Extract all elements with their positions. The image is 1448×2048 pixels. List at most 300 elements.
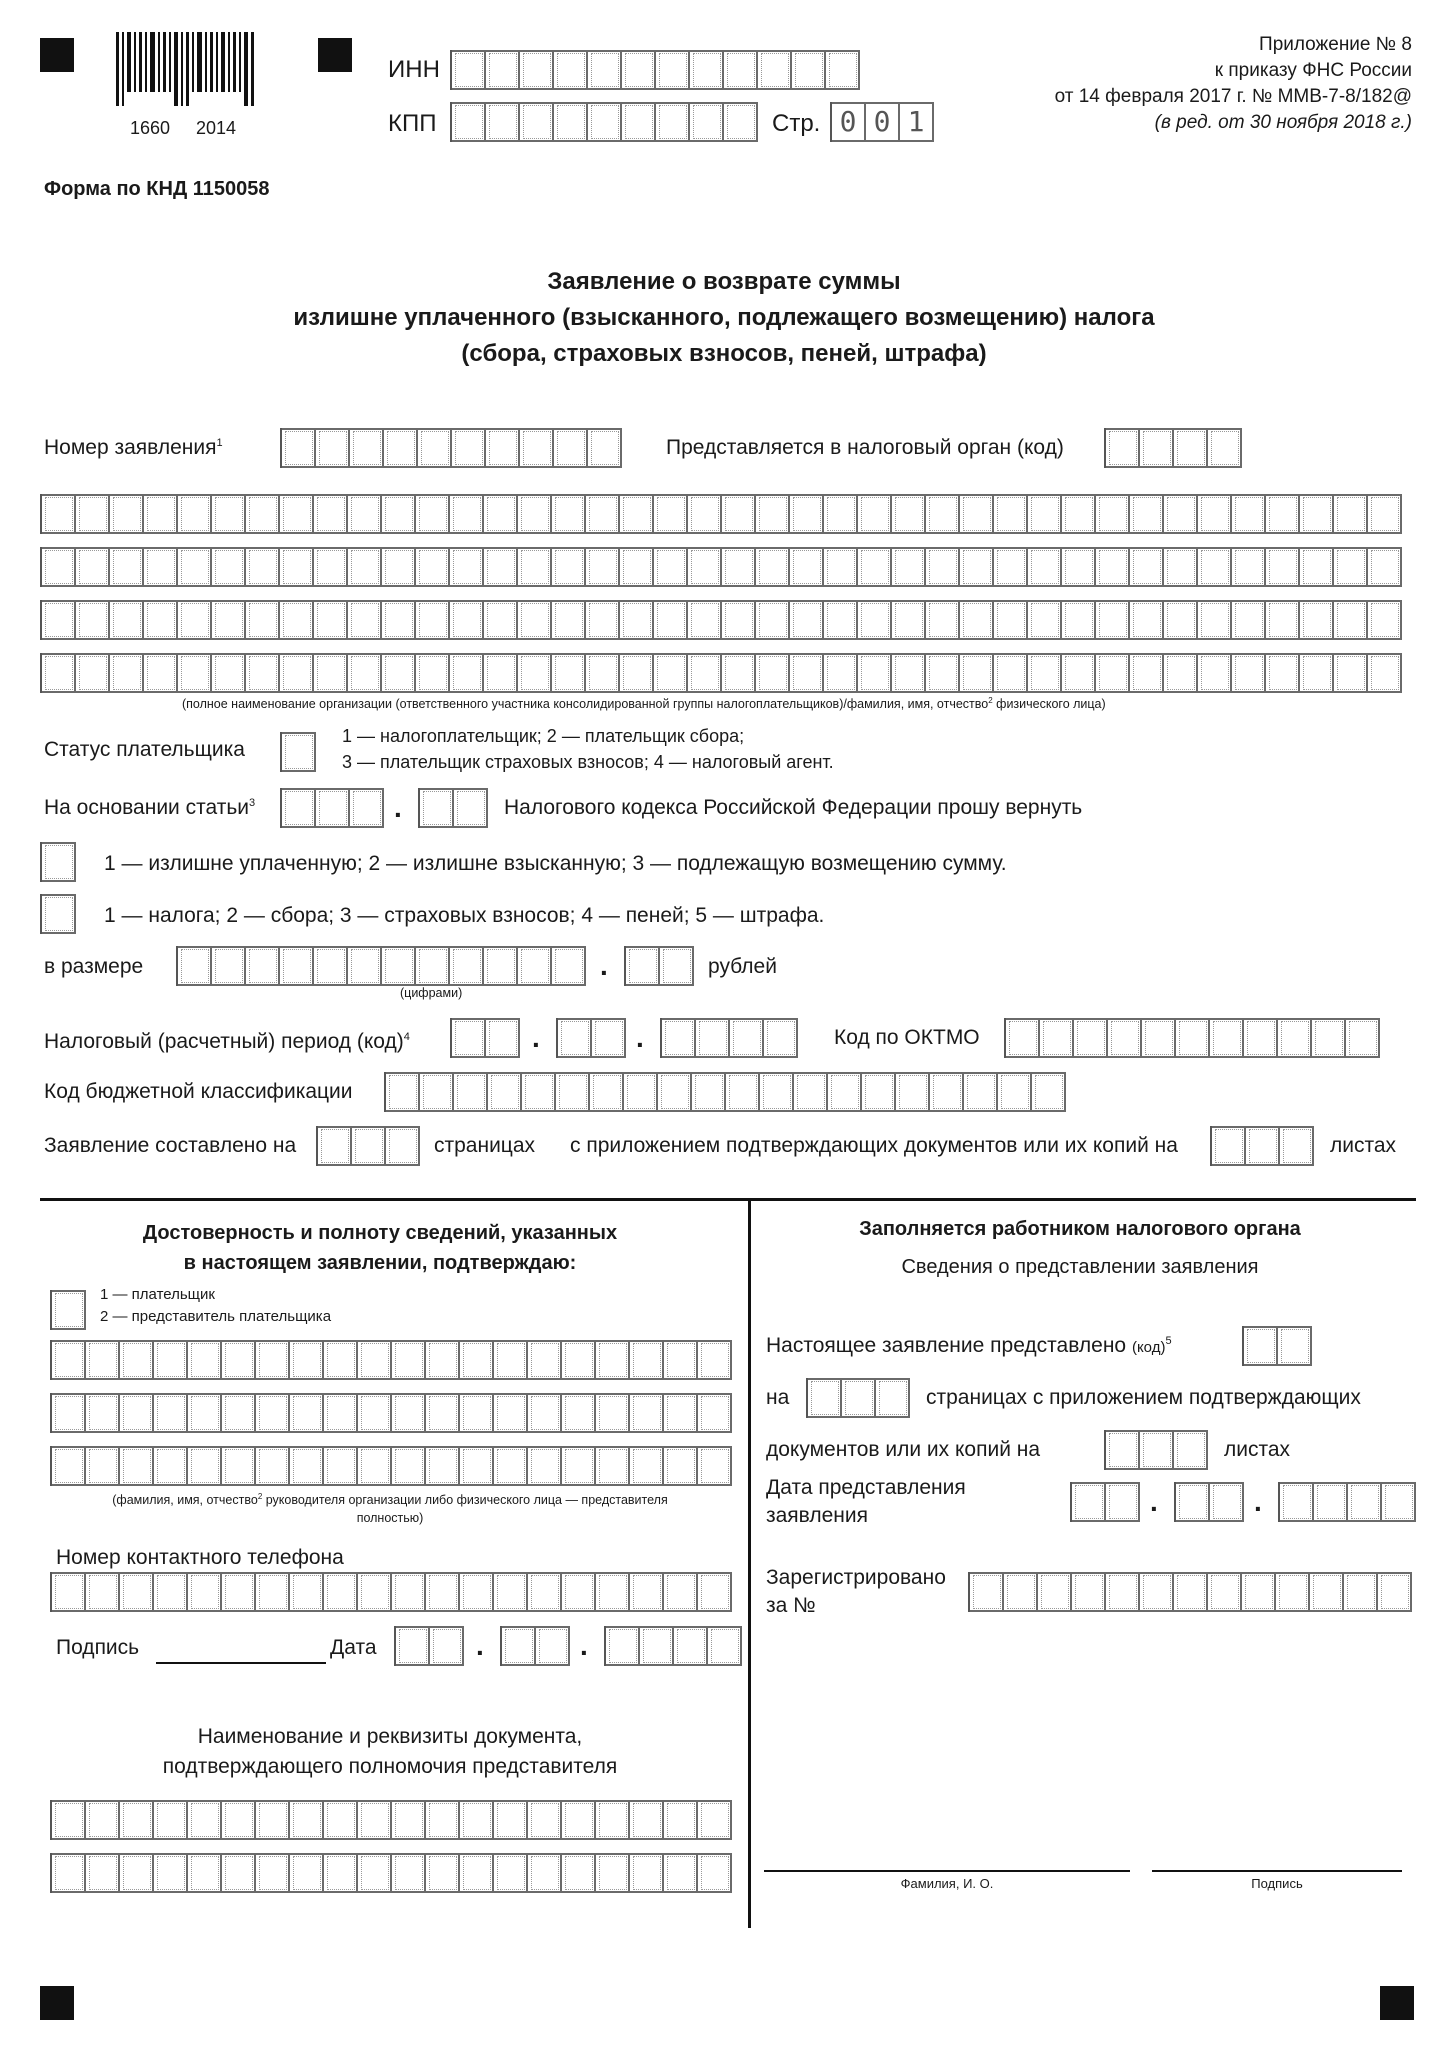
input-cell[interactable] [656, 50, 690, 90]
input-cell[interactable] [280, 547, 314, 587]
input-cell[interactable] [528, 1572, 562, 1612]
input-cell[interactable] [52, 1853, 86, 1893]
input-cell[interactable] [1062, 547, 1096, 587]
input-cell[interactable] [86, 1572, 120, 1612]
input-cell[interactable] [518, 600, 552, 640]
input-cell[interactable] [554, 428, 588, 468]
input-cell[interactable] [52, 1340, 86, 1380]
input-cell[interactable] [486, 428, 520, 468]
input-cell[interactable] [452, 50, 486, 90]
full-name-row-4[interactable] [40, 653, 1402, 693]
input-cell[interactable] [420, 788, 454, 828]
tax-period-part2[interactable] [556, 1018, 626, 1058]
input-cell[interactable] [1300, 547, 1334, 587]
input-cell[interactable] [1368, 547, 1402, 587]
input-cell[interactable] [624, 1072, 658, 1112]
input-cell[interactable] [620, 494, 654, 534]
input-cell[interactable] [494, 1340, 528, 1380]
input-cell[interactable] [586, 653, 620, 693]
submission-date-year[interactable] [1278, 1482, 1416, 1522]
input-cell[interactable] [562, 1393, 596, 1433]
input-cell[interactable] [960, 494, 994, 534]
input-cell[interactable] [1028, 494, 1062, 534]
input-cell[interactable] [426, 1446, 460, 1486]
input-cell[interactable] [626, 946, 660, 986]
input-cell[interactable] [630, 1340, 664, 1380]
input-cell[interactable] [188, 1393, 222, 1433]
input-cell[interactable] [110, 653, 144, 693]
return-type-input[interactable] [40, 842, 76, 882]
signature-line[interactable] [156, 1662, 326, 1664]
officer-name-line[interactable] [764, 1870, 1130, 1872]
input-cell[interactable] [1210, 1482, 1244, 1522]
input-cell[interactable] [178, 547, 212, 587]
input-cell[interactable] [256, 1340, 290, 1380]
input-cell[interactable] [386, 1072, 420, 1112]
input-cell[interactable] [382, 946, 416, 986]
input-cell[interactable] [494, 1446, 528, 1486]
input-cell[interactable] [622, 50, 656, 90]
input-cell[interactable] [52, 1446, 86, 1486]
input-cell[interactable] [222, 1393, 256, 1433]
input-cell[interactable] [794, 1072, 828, 1112]
input-cell[interactable] [188, 1340, 222, 1380]
input-cell[interactable] [450, 547, 484, 587]
input-cell[interactable] [1310, 1572, 1344, 1612]
input-cell[interactable] [418, 428, 452, 468]
input-cell[interactable] [154, 1446, 188, 1486]
input-cell[interactable] [426, 1572, 460, 1612]
input-cell[interactable] [1006, 1018, 1040, 1058]
input-cell[interactable] [862, 1072, 896, 1112]
input-cell[interactable] [280, 494, 314, 534]
input-cell[interactable] [1040, 1018, 1074, 1058]
input-cell[interactable] [290, 1393, 324, 1433]
article-point-input[interactable] [418, 788, 488, 828]
officer-pages-input[interactable] [806, 1378, 910, 1418]
input-cell[interactable] [120, 1853, 154, 1893]
input-cell[interactable] [1032, 1072, 1066, 1112]
input-cell[interactable] [324, 1853, 358, 1893]
input-cell[interactable] [688, 600, 722, 640]
input-cell[interactable] [348, 946, 382, 986]
signer-name-row-3[interactable] [50, 1446, 732, 1486]
input-cell[interactable] [520, 102, 554, 142]
input-cell[interactable] [756, 547, 790, 587]
submitted-code-input[interactable] [1242, 1326, 1312, 1366]
input-cell[interactable] [1378, 1572, 1412, 1612]
input-cell[interactable] [1142, 1018, 1176, 1058]
input-cell[interactable] [290, 1853, 324, 1893]
input-cell[interactable] [858, 653, 892, 693]
input-cell[interactable] [350, 428, 384, 468]
input-cell[interactable] [554, 102, 588, 142]
input-cell[interactable] [698, 1572, 732, 1612]
input-cell[interactable] [726, 1072, 760, 1112]
input-cell[interactable] [392, 1446, 426, 1486]
input-cell[interactable] [282, 428, 316, 468]
input-cell[interactable] [430, 1626, 464, 1666]
input-cell[interactable] [1232, 547, 1266, 587]
input-cell[interactable] [144, 600, 178, 640]
input-cell[interactable] [222, 1446, 256, 1486]
input-cell[interactable] [348, 653, 382, 693]
input-cell[interactable] [154, 1800, 188, 1840]
input-cell[interactable] [316, 428, 350, 468]
input-cell[interactable] [1278, 1326, 1312, 1366]
input-cell[interactable] [1198, 547, 1232, 587]
input-cell[interactable] [494, 1572, 528, 1612]
input-cell[interactable] [1072, 1572, 1106, 1612]
input-cell[interactable] [722, 653, 756, 693]
input-cell[interactable] [1232, 653, 1266, 693]
input-cell[interactable] [1074, 1018, 1108, 1058]
input-cell[interactable] [1140, 428, 1174, 468]
input-cell[interactable] [558, 1018, 592, 1058]
input-cell[interactable] [52, 1393, 86, 1433]
input-cell[interactable] [724, 50, 758, 90]
input-cell[interactable] [246, 946, 280, 986]
input-cell[interactable] [960, 600, 994, 640]
input-cell[interactable] [426, 1340, 460, 1380]
input-cell[interactable] [144, 494, 178, 534]
input-cell[interactable] [588, 50, 622, 90]
input-cell[interactable] [358, 1572, 392, 1612]
input-cell[interactable] [382, 600, 416, 640]
input-cell[interactable] [212, 547, 246, 587]
input-cell[interactable] [1246, 1126, 1280, 1166]
input-cell[interactable] [656, 102, 690, 142]
input-cell[interactable] [256, 1446, 290, 1486]
input-cell[interactable] [484, 946, 518, 986]
input-cell[interactable] [660, 946, 694, 986]
input-cell[interactable] [120, 1393, 154, 1433]
input-cell[interactable] [828, 1072, 862, 1112]
input-cell[interactable] [350, 788, 384, 828]
date-day-input[interactable] [394, 1626, 464, 1666]
input-cell[interactable] [42, 894, 76, 934]
input-cell[interactable] [708, 1626, 742, 1666]
input-cell[interactable] [1368, 600, 1402, 640]
input-cell[interactable] [358, 1853, 392, 1893]
input-cell[interactable] [110, 600, 144, 640]
input-cell[interactable] [1106, 1482, 1140, 1522]
input-cell[interactable] [486, 50, 520, 90]
input-cell[interactable] [460, 1853, 494, 1893]
input-cell[interactable] [528, 1800, 562, 1840]
input-cell[interactable] [926, 653, 960, 693]
input-cell[interactable] [630, 1800, 664, 1840]
input-cell[interactable] [1232, 600, 1266, 640]
input-cell[interactable] [964, 1072, 998, 1112]
input-cell[interactable] [120, 1340, 154, 1380]
input-cell[interactable] [994, 547, 1028, 587]
input-cell[interactable] [1266, 494, 1300, 534]
input-cell[interactable] [586, 547, 620, 587]
input-cell[interactable] [790, 547, 824, 587]
payment-type-input[interactable] [40, 894, 76, 934]
signer-name-row-2[interactable] [50, 1393, 732, 1433]
officer-sheets-input[interactable] [1104, 1430, 1208, 1470]
input-cell[interactable] [588, 102, 622, 142]
input-cell[interactable] [892, 600, 926, 640]
input-cell[interactable] [76, 600, 110, 640]
input-cell[interactable] [454, 1072, 488, 1112]
input-cell[interactable] [1038, 1572, 1072, 1612]
input-cell[interactable] [1242, 1572, 1276, 1612]
input-cell[interactable] [1198, 494, 1232, 534]
input-cell[interactable] [622, 102, 656, 142]
input-cell[interactable] [460, 1393, 494, 1433]
input-cell[interactable] [654, 494, 688, 534]
input-cell[interactable] [698, 1393, 732, 1433]
input-cell[interactable] [1028, 653, 1062, 693]
input-cell[interactable] [688, 494, 722, 534]
input-cell[interactable] [460, 1800, 494, 1840]
input-cell[interactable] [188, 1572, 222, 1612]
oktmo-input[interactable] [1004, 1018, 1380, 1058]
tax-period-part1[interactable] [450, 1018, 520, 1058]
input-cell[interactable] [290, 1800, 324, 1840]
input-cell[interactable] [416, 653, 450, 693]
input-cell[interactable] [606, 1626, 640, 1666]
input-cell[interactable] [76, 653, 110, 693]
input-cell[interactable] [1004, 1572, 1038, 1612]
input-cell[interactable] [460, 1340, 494, 1380]
input-cell[interactable] [556, 1072, 590, 1112]
input-cell[interactable] [494, 1853, 528, 1893]
input-cell[interactable] [222, 1340, 256, 1380]
input-cell[interactable] [416, 547, 450, 587]
input-cell[interactable] [1198, 653, 1232, 693]
input-cell[interactable] [654, 547, 688, 587]
submission-date-month[interactable] [1174, 1482, 1244, 1522]
input-cell[interactable] [654, 600, 688, 640]
input-cell[interactable] [110, 547, 144, 587]
input-cell[interactable] [528, 1393, 562, 1433]
input-cell[interactable] [654, 653, 688, 693]
input-cell[interactable] [876, 1378, 910, 1418]
input-cell[interactable] [494, 1393, 528, 1433]
input-cell[interactable] [692, 1072, 726, 1112]
input-cell[interactable] [484, 600, 518, 640]
payer-status-input[interactable] [280, 732, 316, 772]
input-cell[interactable] [1208, 1572, 1242, 1612]
input-cell[interactable] [1164, 653, 1198, 693]
input-cell[interactable] [596, 1446, 630, 1486]
input-cell[interactable] [1212, 1126, 1246, 1166]
amount-kopecks-input[interactable] [624, 946, 694, 986]
input-cell[interactable] [314, 600, 348, 640]
input-cell[interactable] [396, 1626, 430, 1666]
input-cell[interactable] [486, 1018, 520, 1058]
input-cell[interactable] [282, 788, 316, 828]
input-cell[interactable] [484, 494, 518, 534]
input-cell[interactable] [858, 600, 892, 640]
input-cell[interactable] [484, 653, 518, 693]
input-cell[interactable] [756, 494, 790, 534]
input-cell[interactable] [1368, 494, 1402, 534]
input-cell[interactable] [586, 494, 620, 534]
input-cell[interactable] [222, 1800, 256, 1840]
input-cell[interactable] [520, 428, 554, 468]
input-cell[interactable] [1176, 1482, 1210, 1522]
input-cell[interactable] [698, 1853, 732, 1893]
input-cell[interactable] [620, 653, 654, 693]
inn-input[interactable] [450, 50, 860, 90]
input-cell[interactable] [1140, 1572, 1174, 1612]
input-cell[interactable] [256, 1853, 290, 1893]
input-cell[interactable] [450, 600, 484, 640]
input-cell[interactable] [52, 1290, 86, 1330]
input-cell[interactable] [1266, 547, 1300, 587]
input-cell[interactable] [528, 1446, 562, 1486]
input-cell[interactable] [522, 1072, 556, 1112]
input-cell[interactable] [562, 1800, 596, 1840]
input-cell[interactable] [1334, 494, 1368, 534]
input-cell[interactable] [486, 102, 520, 142]
input-cell[interactable] [314, 946, 348, 986]
input-cell[interactable] [452, 1018, 486, 1058]
input-cell[interactable] [1164, 547, 1198, 587]
input-cell[interactable] [120, 1446, 154, 1486]
full-name-row-3[interactable] [40, 600, 1402, 640]
input-cell[interactable] [392, 1572, 426, 1612]
input-cell[interactable] [892, 547, 926, 587]
input-cell[interactable] [1300, 494, 1334, 534]
input-cell[interactable] [426, 1853, 460, 1893]
input-cell[interactable] [324, 1800, 358, 1840]
input-cell[interactable] [722, 547, 756, 587]
input-cell[interactable] [1312, 1018, 1346, 1058]
input-cell[interactable] [1368, 653, 1402, 693]
doc-row-1[interactable] [50, 1800, 732, 1840]
input-cell[interactable] [1096, 547, 1130, 587]
input-cell[interactable] [120, 1800, 154, 1840]
input-cell[interactable] [824, 547, 858, 587]
input-cell[interactable] [808, 1378, 842, 1418]
input-cell[interactable] [630, 1393, 664, 1433]
input-cell[interactable] [960, 547, 994, 587]
input-cell[interactable] [460, 1572, 494, 1612]
input-cell[interactable] [86, 1340, 120, 1380]
input-cell[interactable] [1334, 547, 1368, 587]
input-cell[interactable] [212, 653, 246, 693]
amount-input[interactable] [176, 946, 586, 986]
input-cell[interactable] [484, 547, 518, 587]
input-cell[interactable] [664, 1393, 698, 1433]
phone-input[interactable] [50, 1572, 732, 1612]
input-cell[interactable] [426, 1800, 460, 1840]
input-cell[interactable] [896, 1072, 930, 1112]
input-cell[interactable] [998, 1072, 1032, 1112]
input-cell[interactable] [1174, 1572, 1208, 1612]
input-cell[interactable] [86, 1800, 120, 1840]
input-cell[interactable] [246, 600, 280, 640]
input-cell[interactable] [144, 547, 178, 587]
input-cell[interactable] [420, 1072, 454, 1112]
input-cell[interactable] [1062, 494, 1096, 534]
input-cell[interactable] [552, 547, 586, 587]
input-cell[interactable] [324, 1446, 358, 1486]
input-cell[interactable] [324, 1393, 358, 1433]
input-cell[interactable] [450, 946, 484, 986]
input-cell[interactable] [1210, 1018, 1244, 1058]
input-cell[interactable] [1140, 1430, 1174, 1470]
input-cell[interactable] [536, 1626, 570, 1666]
input-cell[interactable] [1348, 1482, 1382, 1522]
date-month-input[interactable] [500, 1626, 570, 1666]
input-cell[interactable] [154, 1340, 188, 1380]
input-cell[interactable] [280, 653, 314, 693]
input-cell[interactable] [1130, 653, 1164, 693]
input-cell[interactable] [690, 102, 724, 142]
input-cell[interactable] [1028, 600, 1062, 640]
input-cell[interactable] [1382, 1482, 1416, 1522]
input-cell[interactable] [824, 600, 858, 640]
input-cell[interactable] [552, 494, 586, 534]
input-cell[interactable] [382, 494, 416, 534]
input-cell[interactable] [154, 1853, 188, 1893]
input-cell[interactable] [280, 600, 314, 640]
input-cell[interactable] [290, 1340, 324, 1380]
input-cell[interactable] [1096, 653, 1130, 693]
input-cell[interactable] [384, 428, 418, 468]
input-cell[interactable] [324, 1572, 358, 1612]
input-cell[interactable] [630, 1853, 664, 1893]
input-cell[interactable] [386, 1126, 420, 1166]
input-cell[interactable] [1062, 600, 1096, 640]
input-cell[interactable] [488, 1072, 522, 1112]
input-cell[interactable] [154, 1393, 188, 1433]
pages-input[interactable] [316, 1126, 420, 1166]
input-cell[interactable] [222, 1572, 256, 1612]
input-cell[interactable] [358, 1800, 392, 1840]
input-cell[interactable] [698, 1800, 732, 1840]
input-cell[interactable] [1106, 1430, 1140, 1470]
input-cell[interactable] [452, 428, 486, 468]
input-cell[interactable] [290, 1572, 324, 1612]
input-cell[interactable] [1130, 494, 1164, 534]
input-cell[interactable] [348, 494, 382, 534]
input-cell[interactable] [1208, 428, 1242, 468]
input-cell[interactable] [1334, 600, 1368, 640]
submission-date-day[interactable] [1070, 1482, 1140, 1522]
input-cell[interactable] [1164, 600, 1198, 640]
input-cell[interactable] [1174, 428, 1208, 468]
input-cell[interactable] [426, 1393, 460, 1433]
input-cell[interactable] [416, 600, 450, 640]
input-cell[interactable] [518, 653, 552, 693]
full-name-row-1[interactable] [40, 494, 1402, 534]
input-cell[interactable] [596, 1800, 630, 1840]
input-cell[interactable] [664, 1446, 698, 1486]
input-cell[interactable] [256, 1393, 290, 1433]
input-cell[interactable] [792, 50, 826, 90]
input-cell[interactable] [658, 1072, 692, 1112]
input-cell[interactable] [1346, 1018, 1380, 1058]
input-cell[interactable] [926, 494, 960, 534]
input-cell[interactable] [450, 494, 484, 534]
input-cell[interactable] [392, 1340, 426, 1380]
input-cell[interactable] [1198, 600, 1232, 640]
input-cell[interactable] [858, 494, 892, 534]
input-cell[interactable] [42, 653, 76, 693]
input-cell[interactable] [1072, 1482, 1106, 1522]
input-cell[interactable] [698, 1446, 732, 1486]
input-cell[interactable] [562, 1853, 596, 1893]
input-cell[interactable] [454, 788, 488, 828]
